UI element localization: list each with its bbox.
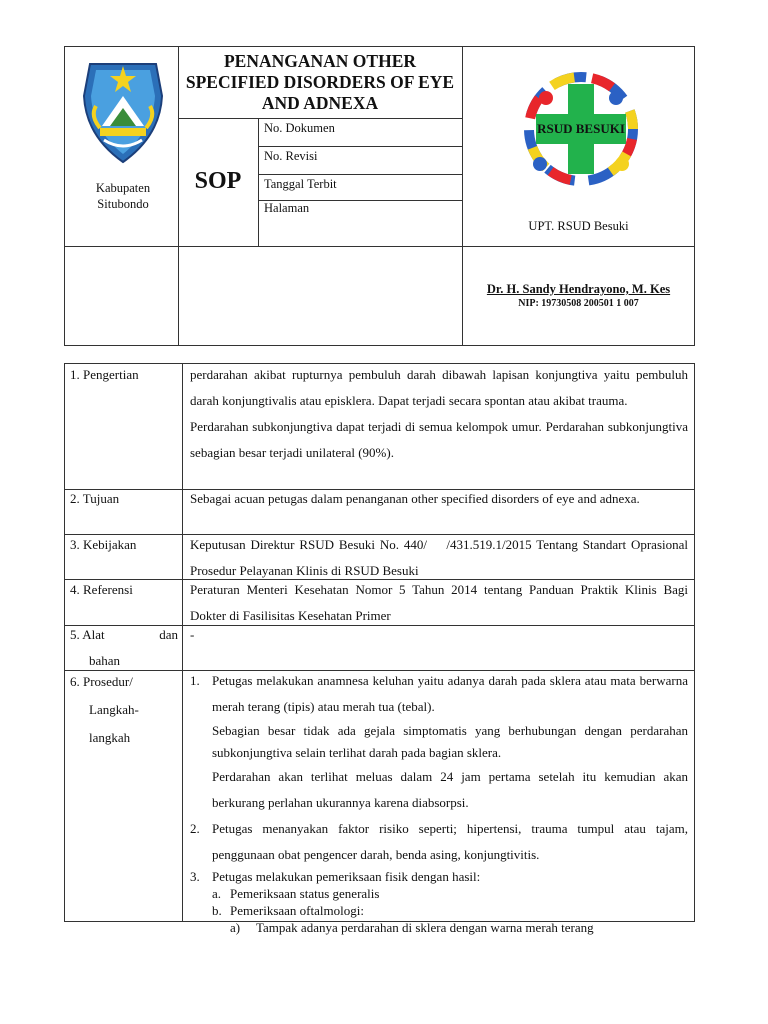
divider <box>258 118 259 246</box>
pengertian-paragraph: Perdarahan subkonjungtiva dapat terjadi di semua kelompok umur. Perdarahan subkonjungtiva sebagian besar terjadi unilateral (90%). <box>190 419 688 460</box>
step-number: 2. <box>190 821 200 836</box>
step-number: a) <box>230 920 241 935</box>
procedure-steps <box>190 668 688 935</box>
hospital-name: UPT. RSUD Besuki <box>528 219 629 233</box>
meta-halaman: Halaman <box>264 201 310 215</box>
region-name: Kabupaten Situbondo <box>95 181 151 211</box>
referensi-text: Peraturan Menteri Kesehatan Nomor 5 Tahun 2014 tentang Panduan Praktik Klinis Bagi Dokter di Fasilisitas Kesehatan Primer <box>190 582 688 623</box>
step-number: 3. <box>190 869 200 884</box>
step-text: Tampak adanya perdarahan di sklera dengan warna merah terang <box>256 920 594 935</box>
alat-text: - <box>190 627 195 642</box>
step-number: a. <box>212 886 222 901</box>
row-label-alat <box>70 622 178 674</box>
kebijakan-text: Keputusan Direktur RSUD Besuki No. 440/ /431.519.1/2015 Tentang Standart Oprasional Prosedur Pelayanan Klinis di RSUD Besuki <box>190 537 692 578</box>
step-text: Petugas melakukan anamnesa keluhan yaitu adanya darah pada sklera atau mata berwarna merah terang (tipis) atau merah tua (tebal). <box>212 673 688 714</box>
step-number: 1. <box>190 673 200 688</box>
pengertian-text <box>190 362 688 466</box>
sop-label: SOP <box>194 168 242 194</box>
divider <box>258 174 462 175</box>
divider <box>178 118 462 119</box>
row-label-prosedur <box>70 668 139 752</box>
step-text: Petugas menanyakan faktor risiko seperti; hipertensi, trauma tumpul atau tajam, penggunaan obat pengencer darah, benda asing, konjungtivitis. <box>212 821 688 862</box>
alat-label-part: bahan <box>89 653 121 668</box>
prosedur-label-part: langkah <box>89 730 131 745</box>
divider <box>258 146 462 147</box>
step-text: Petugas melakukan pemeriksaan fisik dengan hasil: <box>212 869 481 884</box>
tujuan-text: Sebagai acuan petugas dalam penanganan other specified disorders of eye and adnexa. <box>190 491 640 506</box>
step-text: Pemeriksaan oftalmologi: <box>230 903 364 918</box>
meta-no-revisi: No. Revisi <box>264 149 318 163</box>
signatory-name: Dr. H. Sandy Hendrayono, M. Kes <box>486 282 671 296</box>
row-label-pengertian: 1. Pengertian <box>70 367 139 382</box>
row-label-kebijakan: 3. Kebijakan <box>70 537 137 552</box>
regency-crest-logo <box>80 56 166 166</box>
pengertian-paragraph: perdarahan akibat rupturnya pembuluh darah dibawah lapisan konjungtiva yaitu pembuluh darah konjungtivalis atau episklera. Dapat terjadi secara spontan atau akibat trauma. <box>190 367 688 408</box>
prosedur-label-part: 6. Prosedur/ <box>70 674 133 689</box>
prosedur-label-part: Langkah- <box>89 702 139 717</box>
hospital-logo-text: RSUD BESUKI <box>537 121 625 136</box>
step-text: Sebagian besar tidak ada gejala simptomatis yang berhubungan dengan perdarahan subkonjungtiva selain terlihat darah pada bagian sklera. <box>212 723 688 760</box>
divider <box>178 46 179 346</box>
step-number: b. <box>212 903 222 918</box>
row-label-referensi: 4. Referensi <box>70 582 133 597</box>
divider <box>64 246 695 247</box>
step-text: Perdarahan akan terlihat meluas dalam 24 jam pertama setelah itu kemudian akan berkurang perlahan ukurannya karena diabsorpsi. <box>212 769 688 810</box>
meta-tanggal-terbit: Tanggal Terbit <box>264 177 337 191</box>
alat-label-part: 5. Alat <box>70 627 105 642</box>
page-title: PENANGANAN OTHER SPECIFIED DISORDERS OF EYE AND ADNEXA <box>185 51 455 113</box>
row-label-tujuan: 2. Tujuan <box>70 491 120 506</box>
divider <box>182 363 183 922</box>
meta-no-dokumen: No. Dokumen <box>264 121 335 135</box>
alat-label-part: dan <box>159 627 178 642</box>
signatory-nip: NIP: 19730508 200501 1 007 <box>518 298 639 309</box>
step-text: Pemeriksaan status generalis <box>230 886 380 901</box>
